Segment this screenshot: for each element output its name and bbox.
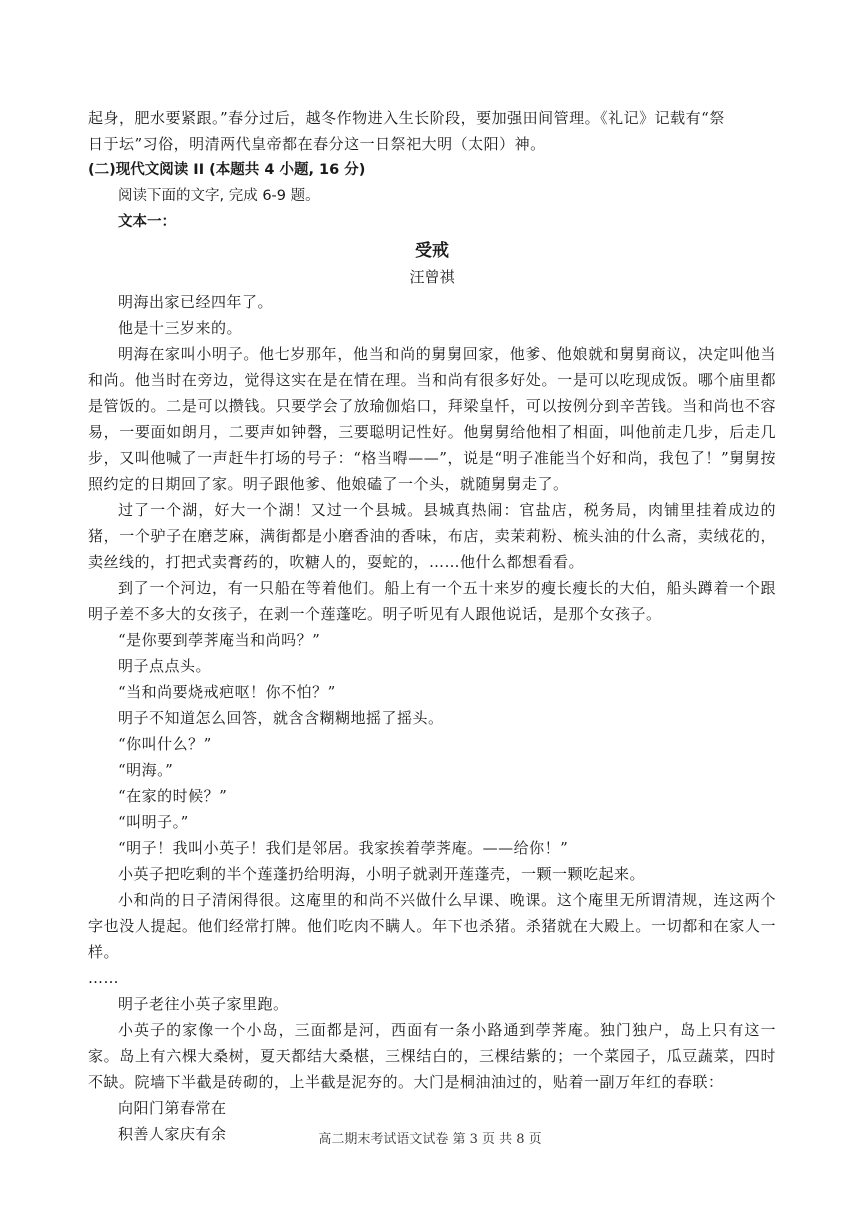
section-instruction: 阅读下面的文字, 完成 6-9 题。: [118, 188, 320, 204]
story-paragraph: “在家的时候？”: [118, 787, 228, 805]
story-paragraph: “明子！我叫小英子！我们是邻居。我家挨着荸荠庵。——给你！”: [118, 839, 569, 857]
page-footer: 高二期末考试语文试卷 第 3 页 共 8 页: [318, 1132, 542, 1147]
carryover-line-2: 日于坛”习俗，明清两代皇帝都在春分这一日祭祀大明（太阳）神。: [88, 135, 546, 153]
carryover-line-1: 起身，肥水要紧跟。”春分过后，越冬作物进入生长阶段，要加强田间管理。《礼记》记载有“祭: [88, 109, 725, 127]
story-author: 汪曾祺: [409, 268, 455, 286]
story-ellipsis: ……: [88, 969, 119, 987]
text-one-label: 文本一：: [118, 214, 176, 230]
story-paragraph: “叫明子。”: [118, 813, 189, 831]
story-paragraph: “你叫什么？”: [118, 735, 212, 753]
story-paragraph: 他是十三岁来的。: [118, 319, 243, 337]
story-paragraph: “当和尚要烧戒疤呕！你不怕？”: [118, 683, 336, 701]
exam-page-content: [88, 105, 776, 1147]
story-paragraph: 小和尚的日子清闲得很。这庵里的和尚不兴做什么早课、晚课。这个庵里无所谓清规，连这两个字也没人提起。他们经常打牌。他们吃肉不瞒人。年下也杀猪。杀猪就在大殿上。一切都和在家人一样。: [88, 891, 776, 961]
story-paragraph: 明子不知道怎么回答，就含含糊糊地摇了摇头。: [118, 709, 444, 727]
story-paragraph: 过了一个湖，好大一个湖！又过一个县城。县城真热闹：官盐店，税务局，肉铺里挂着成边的猪，一个驴子在磨芝麻，满街都是小磨香油的香味，布店，卖茉莉粉、梳头油的什么斋，卖绒花的，卖丝线的，打把式卖膏药的，吹糖人的，耍蛇的，……他什么都想看看。: [88, 501, 776, 571]
story-paragraph: 明子点点头。: [118, 657, 212, 675]
story-paragraph: 小英子的家像一个小岛，三面都是河，西面有一条小路通到荸荠庵。独门独户，岛上只有这一家。岛上有六棵大桑树，夏天都结大桑椹，三棵结白的，三棵结紫的；一个菜园子，瓜豆蔬菜，四时不缺。院墙下半截是砖砌的，上半截是泥夯的。大门是桐油油过的，贴着一副万年红的春联：: [88, 1021, 776, 1091]
story-paragraph: 到了一个河边，有一只船在等着他们。船上有一个五十来岁的瘦长瘦长的大伯，船头蹲着一个跟明子差不多大的女孩子，在剥一个莲蓬吃。明子听见有人跟他说话，是那个女孩子。: [88, 579, 776, 623]
story-paragraph: 明海出家已经四年了。: [118, 293, 274, 311]
couplet-line-1: 向阳门第春常在: [118, 1099, 227, 1117]
story-paragraph: “是你要到荸荠庵当和尚吗？”: [118, 631, 321, 649]
story-title: 受戒: [415, 241, 449, 261]
story-paragraph: 明子老往小英子家里跑。: [118, 995, 289, 1013]
section-heading: (二)现代文阅读 II (本题共 4 小题, 16 分): [88, 162, 366, 178]
couplet-line-2: 积善人家庆有余: [118, 1125, 227, 1143]
story-paragraph: 明海在家叫小明子。他七岁那年，他当和尚的舅舅回家，他爹、他娘就和舅舅商议，决定叫他当和尚。他当时在旁边，觉得这实在是在情在理。当和尚有很多好处。一是可以吃现成饭。哪个庙里都是管饭的。二是可以攒钱。只要学会了放瑜伽焰口，拜梁皇忏，可以按例分到辛苦钱。当和尚也不容易，一要面如朗月，二要声如钟磬，三要聪明记性好。他舅舅给他相了相面，叫他前走几步，后走几步，又叫他喊了一声赶牛打场的号子：“格当嘚——”，说是“明子准能当个好和尚，我包了！”舅舅按照约定的日期回了家。明子跟他爹、他娘磕了一个头，就随舅舅走了。: [88, 345, 776, 493]
story-paragraph: 小英子把吃剩的半个莲蓬扔给明海，小明子就剥开莲蓬壳，一颗一颗吃起来。: [118, 865, 646, 883]
story-paragraph: “明海。”: [118, 761, 174, 779]
